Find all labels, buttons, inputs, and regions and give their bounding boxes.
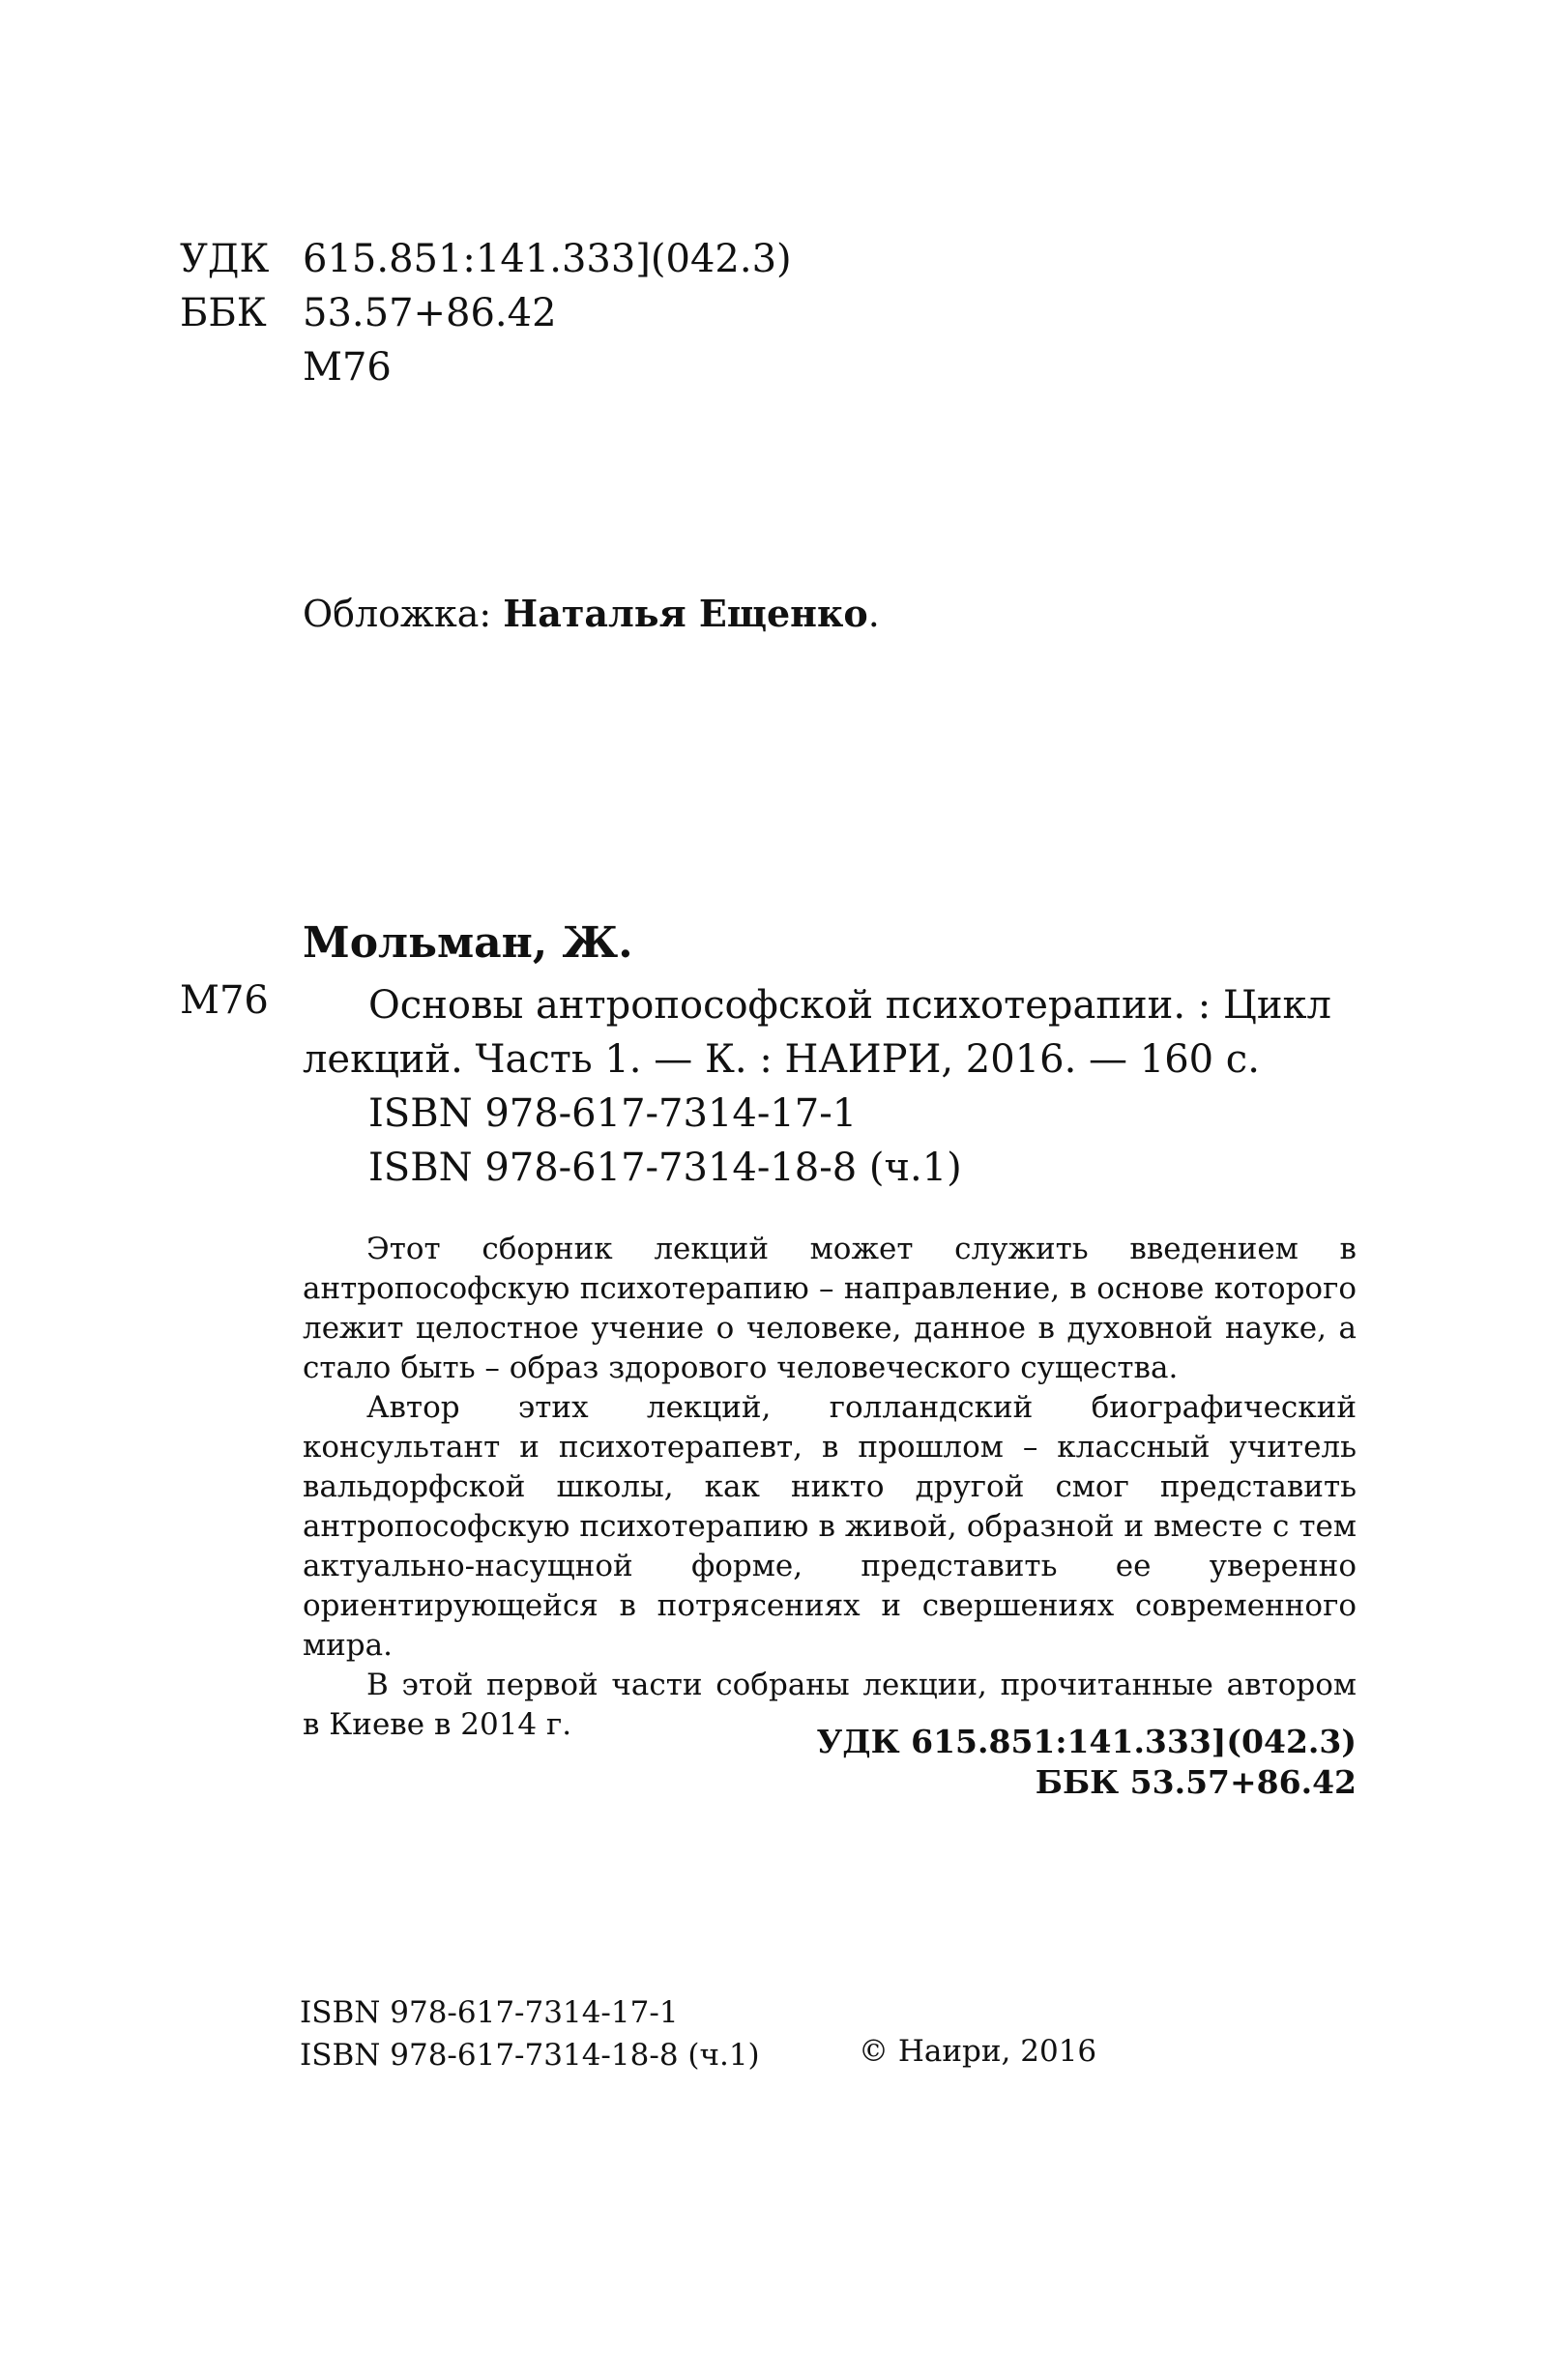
udk-label: УДК: [180, 237, 270, 281]
copyright: © Наири, 2016: [859, 2034, 1097, 2069]
bbk-label: ББК: [180, 291, 267, 335]
udk-value: 615.851:141.333](042.3): [303, 237, 792, 281]
record-title: Основы антропософской психотерапии. : Цикл лекций. Часть 1. — К. : НАИРИ, 2016. — 160 с.: [303, 983, 1331, 1082]
record-author: Мольман, Ж.: [303, 918, 633, 968]
annotation: [303, 1230, 1357, 1745]
cover-label: Обложка:: [303, 593, 504, 635]
bbk-value: 53.57+86.42: [303, 291, 557, 335]
footer-isbn-2: ISBN 978-617-7314-18-8 (ч.1): [300, 2038, 760, 2073]
cover-designer: Наталья Ещенко: [503, 592, 868, 635]
annotation-paragraph-2: Автор этих лекций, голландский биографический консультант и психотерапевт, в прошлом – классный учитель вальдорфской школы, как никто другой смог представить антропософскую психотерапию в живой, образной и вместе с тем актуально-насущной форме, представить ее уверенно ориентирующейся в потрясениях и свершениях современного мира.: [303, 1390, 1357, 1663]
record-isbn-1: ISBN 978-617-7314-17-1: [368, 1091, 858, 1136]
record-author-sign: М76: [180, 978, 269, 1023]
record-isbn-2: ISBN 978-617-7314-18-8 (ч.1): [368, 1146, 962, 1190]
cover-end: .: [867, 593, 880, 635]
author-sign-top: М76: [303, 345, 392, 390]
udk-bottom: УДК 615.851:141.333](042.3): [816, 1723, 1357, 1760]
annotation-paragraph-3: В этой первой части собраны лекции, прочитанные автором в Киеве в 2014 г.: [303, 1668, 1357, 1742]
footer-isbn-1: ISBN 978-617-7314-17-1: [300, 1995, 679, 2030]
bibliographic-record: [303, 978, 1366, 1195]
annotation-paragraph-1: Этот сборник лекций может служить введением в антропософскую психотерапию – направление, в основе которого лежит целостное учение о человеке, данное в духовной науке, а стало быть – образ здорового человеческого существа.: [303, 1232, 1357, 1385]
bbk-bottom: ББК 53.57+86.42: [1035, 1763, 1357, 1801]
cover-credit: [303, 592, 880, 635]
